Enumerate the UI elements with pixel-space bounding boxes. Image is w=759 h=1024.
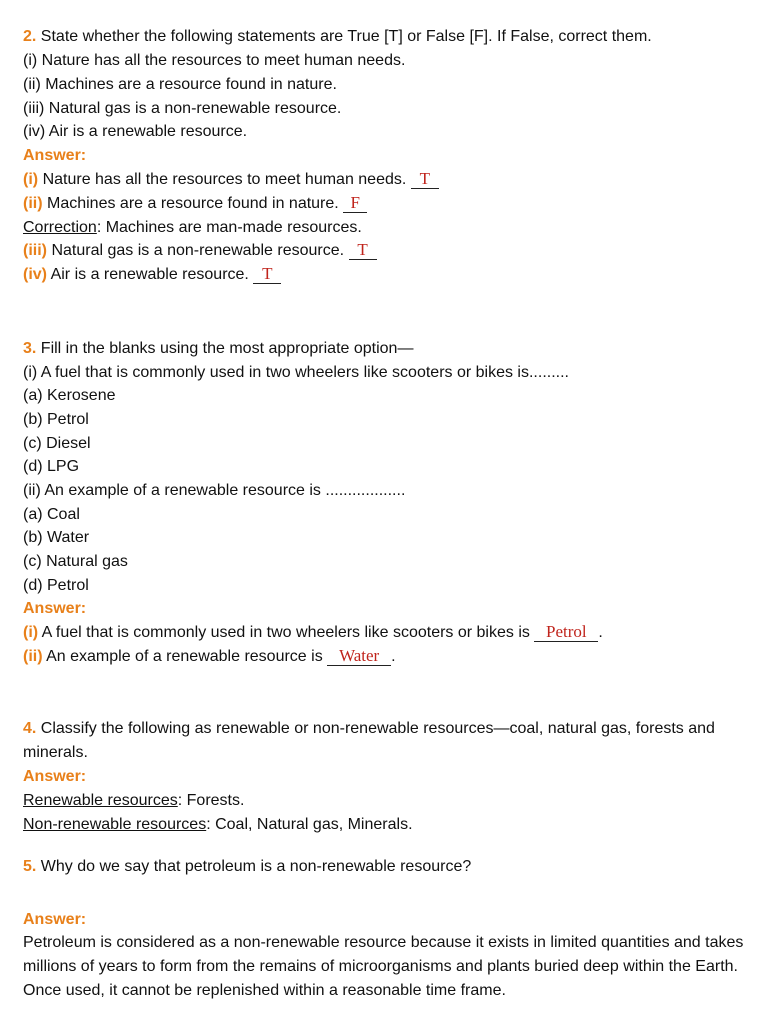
q2-correction-label: Correction bbox=[23, 219, 97, 236]
q3-part-2-option-d: (d) Petrol bbox=[23, 577, 89, 594]
q3-answer-2 bbox=[23, 647, 396, 667]
q3-part-2-option-a: (a) Coal bbox=[23, 506, 80, 523]
q5-answer-label: Answer: bbox=[23, 911, 87, 928]
q3-question-text: Fill in the blanks using the most appropriate option— bbox=[40, 340, 414, 357]
q5-question-text: Why do we say that petroleum is a non-renewable resource? bbox=[40, 858, 472, 875]
q2-answer-2 bbox=[23, 194, 367, 214]
q5-question bbox=[23, 857, 471, 877]
q2-item-2: (ii) Machines are a resource found in nature. bbox=[23, 76, 337, 93]
q3-answer-2-fill: Water bbox=[327, 647, 391, 666]
q4-renewable-label: Renewable resources bbox=[23, 792, 178, 809]
q3-answer-2-roman: (ii) bbox=[23, 648, 43, 665]
q2-answer-2-text: Machines are a resource found in nature. bbox=[47, 195, 339, 212]
q3-question bbox=[23, 339, 413, 359]
q2-answer-1-mark: T bbox=[411, 170, 439, 189]
q3-answer-1-text: A fuel that is commonly used in two wheelers like scooters or bikes is bbox=[41, 624, 530, 641]
q3-part-1-option-d: (d) LPG bbox=[23, 458, 80, 475]
q4-renewable-text: : Forests. bbox=[177, 792, 245, 809]
q2-answer-3-roman: (iii) bbox=[23, 242, 47, 259]
q3-part-2-option-c: (c) Natural gas bbox=[23, 553, 128, 570]
q2-correction bbox=[23, 218, 362, 238]
q3-answer-1 bbox=[23, 623, 603, 643]
q4-nonrenewable-label: Non-renewable resources bbox=[23, 816, 207, 833]
q3-part-1-option-a: (a) Kerosene bbox=[23, 387, 116, 404]
q3-answer-2-text: An example of a renewable resource is bbox=[46, 648, 323, 665]
q2-answer-3-mark: T bbox=[349, 241, 377, 260]
q3-part-1-option-c: (c) Diesel bbox=[23, 435, 91, 452]
q2-answer-4-roman: (iv) bbox=[23, 266, 47, 283]
q4-question bbox=[23, 717, 748, 765]
q4-renewable bbox=[23, 791, 244, 811]
q2-answer-1-text: Nature has all the resources to meet human needs. bbox=[42, 171, 407, 188]
q2-question bbox=[23, 27, 652, 47]
q2-answer-2-mark: F bbox=[343, 194, 367, 213]
q2-answer-3 bbox=[23, 241, 377, 261]
q5-answer-text: Petroleum is considered as a non-renewable resource because it exists in limited quantities and takes millions of years to form from the remains of microorganisms and plants buried deep within the Earth. Once used, it cannot be replenished within a reasonable time frame. bbox=[23, 934, 744, 999]
q5-number: 5. bbox=[23, 858, 37, 875]
q3-number: 3. bbox=[23, 340, 37, 357]
q2-item-3: (iii) Natural gas is a non-renewable resource. bbox=[23, 100, 342, 117]
q3-answer-1-roman: (i) bbox=[23, 624, 39, 641]
q3-answer-1-end: . bbox=[598, 624, 603, 641]
q2-question-text: State whether the following statements are True [T] or False [F]. If False, correct them. bbox=[40, 28, 652, 45]
q2-number: 2. bbox=[23, 28, 37, 45]
q4-nonrenewable-text: : Coal, Natural gas, Minerals. bbox=[206, 816, 413, 833]
q4-answer-label: Answer: bbox=[23, 768, 87, 785]
q3-part-2: (ii) An example of a renewable resource is .................. bbox=[23, 482, 406, 499]
q2-correction-text: : Machines are man-made resources. bbox=[96, 219, 362, 236]
q4-nonrenewable bbox=[23, 815, 413, 835]
q3-answer-2-end: . bbox=[391, 648, 396, 665]
q3-answer-label: Answer: bbox=[23, 600, 87, 617]
q2-answer-label: Answer: bbox=[23, 147, 87, 164]
q2-item-1: (i) Nature has all the resources to meet human needs. bbox=[23, 52, 406, 69]
q2-answer-4-mark: T bbox=[253, 265, 281, 284]
q3-answer-1-fill: Petrol bbox=[534, 623, 598, 642]
q3-part-1: (i) A fuel that is commonly used in two wheelers like scooters or bikes is......... bbox=[23, 364, 569, 381]
q2-answer-4-text: Air is a renewable resource. bbox=[50, 266, 249, 283]
q4-number: 4. bbox=[23, 720, 37, 737]
q2-answer-3-text: Natural gas is a non-renewable resource. bbox=[51, 242, 345, 259]
q2-answer-1 bbox=[23, 170, 439, 190]
q2-answer-4 bbox=[23, 265, 281, 285]
q3-part-1-option-b: (b) Petrol bbox=[23, 411, 89, 428]
q4-question-text: Classify the following as renewable or non-renewable resources—coal, natural gas, forests and minerals. bbox=[23, 720, 715, 761]
q2-item-4: (iv) Air is a renewable resource. bbox=[23, 123, 248, 140]
q2-answer-2-roman: (ii) bbox=[23, 195, 43, 212]
q3-part-2-option-b: (b) Water bbox=[23, 529, 90, 546]
q2-answer-1-roman: (i) bbox=[23, 171, 39, 188]
